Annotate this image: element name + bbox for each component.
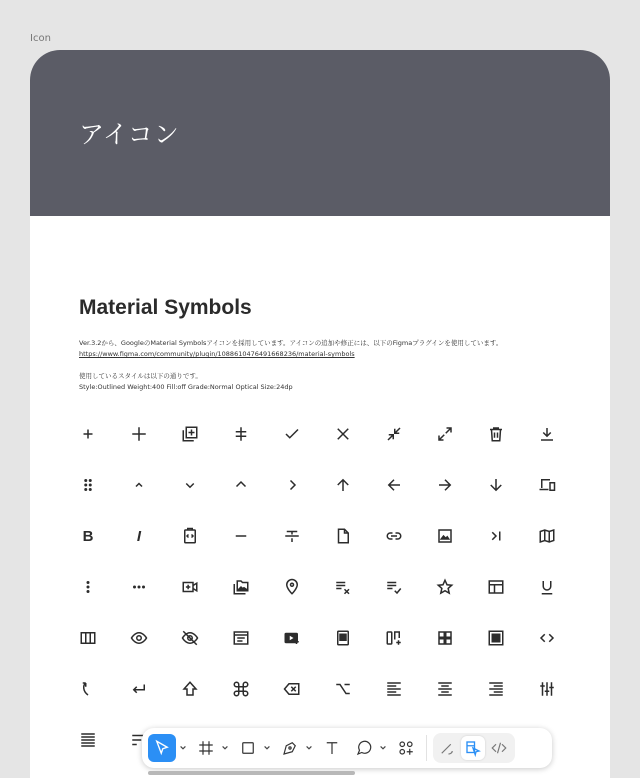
view-column-icon [63, 618, 113, 658]
chevron-down-icon [379, 744, 387, 752]
open-in-full-icon [420, 414, 470, 454]
add-small-icon [63, 414, 113, 454]
move-tool-button[interactable] [148, 734, 176, 762]
arrow-back-icon [369, 465, 419, 505]
web-asset-icon [216, 618, 266, 658]
smart-display-icon [267, 618, 317, 658]
design-toolbar [142, 728, 552, 768]
visibility-off-icon [165, 618, 215, 658]
code-icon [522, 618, 572, 658]
shift-icon [165, 669, 215, 709]
format-align-left-icon [369, 669, 419, 709]
design-mode-button[interactable] [461, 736, 485, 760]
frame-label: Icon [30, 33, 51, 44]
hero-banner [30, 50, 610, 216]
pen-tool-icon [281, 739, 299, 757]
add-icon [114, 414, 164, 454]
expand-less-icon [216, 465, 266, 505]
text-tool-icon [323, 739, 341, 757]
format-align-right-icon [471, 669, 521, 709]
keyboard-command-icon [216, 669, 266, 709]
frame-tool-button[interactable] [194, 734, 218, 762]
redo-icon [63, 669, 113, 709]
photo-library-icon [216, 567, 266, 607]
splitscreen-add-icon [369, 618, 419, 658]
move-tool-menu[interactable] [178, 734, 188, 762]
chevron-down-icon [221, 744, 229, 752]
draw-mode-icon [438, 739, 456, 757]
arrow-downward-icon [471, 465, 521, 505]
actions-icon [397, 739, 415, 757]
comment-tool-menu[interactable] [378, 734, 388, 762]
style-intro: 使用しているスタイルは以下の通りです。 [79, 372, 202, 380]
remove-icon [216, 516, 266, 556]
check-icon [267, 414, 317, 454]
last-page-icon [471, 516, 521, 556]
dashboard-icon [471, 618, 521, 658]
chevron-down-icon [263, 744, 271, 752]
close-icon [318, 414, 368, 454]
toolbar-divider [426, 735, 427, 761]
devices-icon [522, 465, 572, 505]
grid-view-icon [420, 618, 470, 658]
more-vert-icon [63, 567, 113, 607]
table-chart-icon [471, 567, 521, 607]
code-blocks-icon [165, 516, 215, 556]
chevron-down-icon [305, 744, 313, 752]
chevron-down-icon [179, 744, 187, 752]
tune-icon [522, 669, 572, 709]
horizontal-scrollbar[interactable] [148, 771, 355, 775]
arrow-forward-icon [420, 465, 470, 505]
frame-tool-icon [197, 739, 215, 757]
playlist-add-check-icon [369, 567, 419, 607]
shape-tool-icon [239, 739, 257, 757]
backspace-icon [267, 669, 317, 709]
draw-mode-button[interactable] [435, 736, 459, 760]
library-add-icon [165, 414, 215, 454]
comment-tool-icon [355, 739, 373, 757]
design-mode-icon [464, 739, 482, 757]
format-underlined-icon [522, 567, 572, 607]
frame-tool-menu[interactable] [220, 734, 230, 762]
playlist-remove-icon [318, 567, 368, 607]
shape-tool-menu[interactable] [262, 734, 272, 762]
mode-switcher [433, 733, 515, 763]
location-on-icon [267, 567, 317, 607]
expand-more-icon [165, 465, 215, 505]
visibility-icon [114, 618, 164, 658]
close-fullscreen-icon [369, 414, 419, 454]
format-italic-icon: I [136, 527, 142, 545]
shape-tool-button[interactable] [236, 734, 260, 762]
actions-button[interactable] [394, 734, 418, 762]
format-align-center-icon [420, 669, 470, 709]
format-align-justify-icon [63, 720, 113, 760]
plugin-link[interactable]: https://www.figma.com/community/plugin/1088610476491668236/material-symbols [79, 350, 355, 358]
format-bold-icon: B [82, 527, 94, 545]
dev-mode-icon [490, 739, 508, 757]
delete-icon [471, 414, 521, 454]
drag-indicator-icon [63, 465, 113, 505]
hero-title: アイコン [79, 120, 180, 149]
style-spec: Style:Outlined Weight:400 Fill:off Grade:Normal Optical Size:24dp [79, 383, 293, 391]
map-icon [522, 516, 572, 556]
pen-tool-button[interactable] [278, 734, 302, 762]
dev-mode-button[interactable] [487, 736, 511, 760]
more-horiz-icon [114, 567, 164, 607]
expand-less-small-icon [114, 465, 164, 505]
draft-icon [318, 516, 368, 556]
text-tool-button[interactable] [320, 734, 344, 762]
comment-tool-button[interactable] [352, 734, 376, 762]
keyboard-return-icon [114, 669, 164, 709]
star-icon [420, 567, 470, 607]
arrow-upward-icon [318, 465, 368, 505]
video-call-icon [165, 567, 215, 607]
pen-tool-menu[interactable] [304, 734, 314, 762]
section-title: Material Symbols [79, 296, 252, 319]
tablet-icon [318, 618, 368, 658]
not-equal-icon [216, 414, 266, 454]
icon-page-card [30, 50, 610, 778]
image-icon [420, 516, 470, 556]
link-icon [369, 516, 419, 556]
chevron-right-icon [267, 465, 317, 505]
strikethrough-icon [267, 516, 317, 556]
keyboard-option-icon [318, 669, 368, 709]
move-tool-icon [153, 739, 171, 757]
section-description: Ver.3.2から、GoogleのMaterial Symbolsアイコンを採用しています。アイコンの追加や修正には、以下のFigmaプラグインを使用しています。 [79, 339, 503, 347]
download-icon [522, 414, 572, 454]
